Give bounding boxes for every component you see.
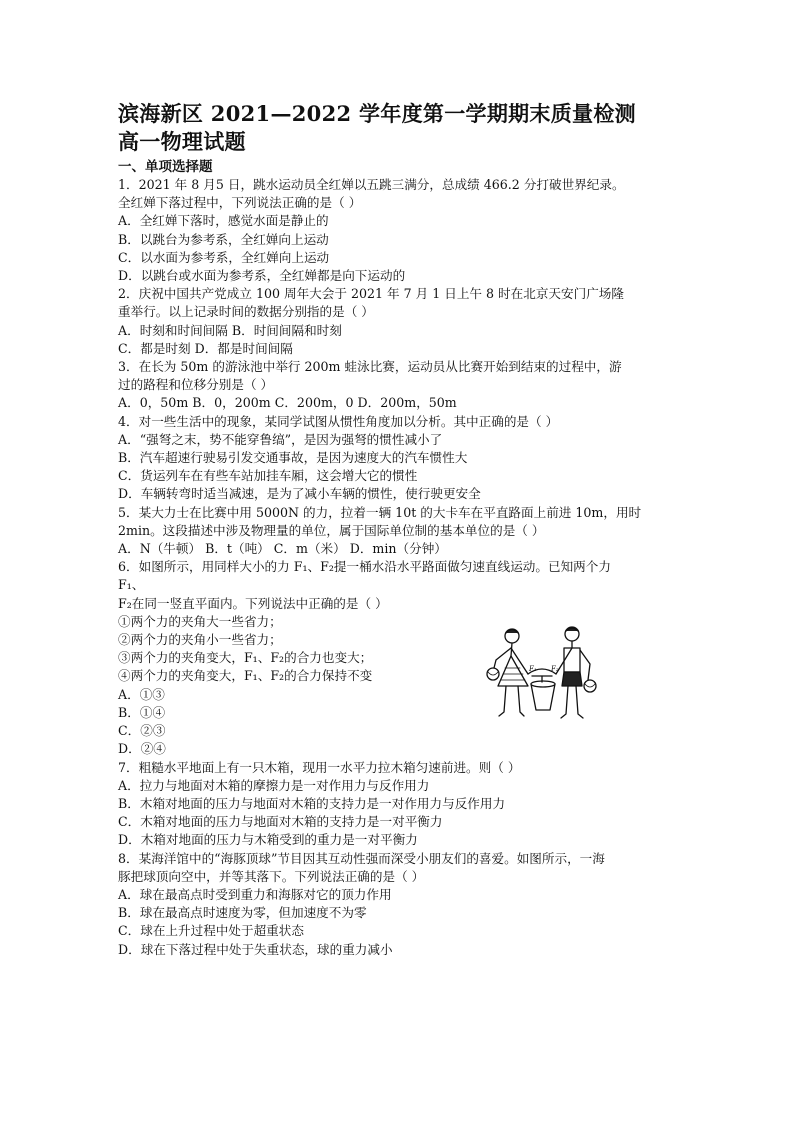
q7-option-b: B．木箱对地面的压力与地面对木箱的支持力是一对作用力与反作用力 [118,795,506,811]
question-5 [118,504,678,559]
q5-stem-2: 2min。这段描述中涉及物理量的单位，属于国际单位制的基本单位的是（ ） [118,522,545,538]
q3-stem-1: 3．在长为 50m 的游泳池中举行 200m 蛙泳比赛，运动员从比赛开始到结束的过程中，游 [118,359,622,375]
q7-option-a: A．拉力与地面对木箱的摩擦力是一对作用力与反作用力 [118,777,430,793]
q5-stem-1: 5．某大力士在比赛中用 5000N 的力，拉着一辆 10t 的大卡车在平直路面上前进 10m，用时 [118,504,642,520]
q6-option-a: A．①③ [118,686,165,702]
q8-option-c: C．球在上升过程中处于超重状态 [118,923,304,939]
q3-options: A．0，50m B．0，200m C．200m，0 D．200m，50m [118,395,457,411]
q2-options-ab: A．时刻和时间间隔 B．时间间隔和时刻 [118,322,342,338]
q7-option-d: D．木箱对地面的压力与木箱受到的重力是一对平衡力 [118,832,418,848]
q7-option-c: C．木箱对地面的压力与地面对木箱的支持力是一对平衡力 [118,814,443,830]
q1-option-c: C．以水面为参考系，全红婵向上运动 [118,249,330,265]
q7-stem: 7．粗糙水平地面上有一只木箱，现用一水平力拉木箱匀速前进。则（ ） [118,759,521,775]
q1-option-b: B．以跳台为参考系，全红婵向上运动 [118,231,329,247]
q6-option-c: C．②③ [118,723,166,739]
q6-stem-2: F₁、 [118,577,145,593]
q6-option-b: B．①④ [118,704,166,720]
q8-option-b: B．球在最高点时速度为零，但加速度不为零 [118,905,367,921]
question-4 [118,413,678,504]
q8-stem-2: 豚把球顶向空中，并等其落下。下列说法正确的是（ ） [118,868,425,884]
question-8 [118,850,678,959]
title-line-1: 滨海新区 2021—2022 学年度第一学期期末质量检测 [118,101,636,126]
q1-stem-2: 全红婵下落过程中，下列说法正确的是（ ） [118,195,362,211]
exam-page [118,100,678,959]
q2-stem-1: 2．庆祝中国共产党成立 100 周年大会于 2021 年 7 月 1 日上午 8 时在北京天安门广场隆 [118,286,624,302]
question-1 [118,176,678,285]
children-carrying-bucket-figure [484,624,602,734]
q8-option-d: D．球在下落过程中处于失重状态，球的重力减小 [118,941,393,957]
q6-statement-2: ②两个力的夹角小一些省力； [118,632,282,648]
section-heading: 一、单项选择题 [118,159,213,175]
q6-option-d: D．②④ [118,741,166,757]
q5-options: A．N（牛顿） B．t（吨） C．m（米） D．min（分钟） [118,541,447,557]
q6-stem-3: F₂在同一竖直平面内。下列说法中正确的是（ ） [118,595,388,611]
q4-option-d: D．车辆转弯时适当减速，是为了减小车辆的惯性，使行驶更安全 [118,486,481,502]
page-title [118,100,678,156]
q6-statement-4: ④两个力的夹角变大，F₁、F₂的合力保持不变 [118,668,373,684]
q6-statement-1: ①两个力的夹角大一些省力； [118,613,282,629]
q4-stem: 4．对一些生活中的现象，某同学试图从惯性角度加以分析。其中正确的是（ ） [118,413,559,429]
question-3 [118,358,678,413]
force-label-f2: F₂ [551,665,559,673]
q8-stem-1: 8．某海洋馆中的“海豚顶球”节目因其互动性强而深受小朋友们的喜爱。如图所示，一海 [118,850,605,866]
q2-options-cd: C．都是时刻 D．都是时间间隔 [118,340,293,356]
q6-statement-3: ③两个力的夹角变大，F₁、F₂的合力也变大； [118,650,373,666]
q4-option-a: A．“强弩之末，势不能穿鲁缟”，是因为强弩的惯性减小了 [118,431,443,447]
q1-option-d: D．以跳台或水面为参考系，全红婵都是向下运动的 [118,268,406,284]
q2-stem-2: 重举行。以上记录时间的数据分别指的是（ ） [118,304,374,320]
q4-option-b: B．汽车超速行驶易引发交通事故，是因为速度大的汽车惯性大 [118,450,468,466]
q4-option-c: C．货运列车在有些车站加挂车厢，这会增大它的惯性 [118,468,418,484]
title-line-2: 高一物理试题 [118,129,246,154]
question-2 [118,285,678,358]
q3-stem-2: 过的路程和位移分别是（ ） [118,377,274,393]
force-label-f1: F₁ [529,665,537,673]
q8-option-a: A．球在最高点时受到重力和海豚对它的顶力作用 [118,886,392,902]
q1-option-a: A．全红婵下落时，感觉水面是静止的 [118,213,329,229]
q1-stem-1: 1．2021 年 8 月5 日，跳水运动员全红婵以五跳三满分，总成绩 466.2 分打破世界纪录。 [118,177,625,192]
q6-stem-1: 6．如图所示，用同样大小的力 F₁、F₂提一桶水沿水平路面做匀速直线运动。已知两个力 [118,559,611,575]
question-7 [118,759,678,850]
